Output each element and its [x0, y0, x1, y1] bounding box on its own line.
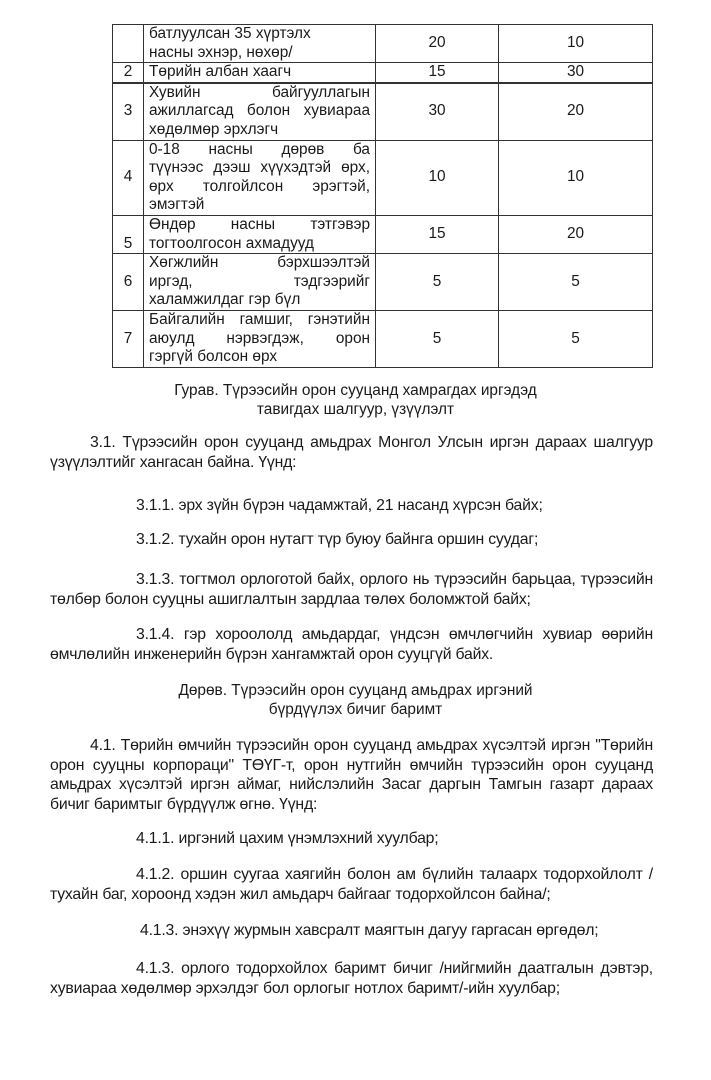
table-row	[113, 63, 653, 83]
section-3-heading: Гурав. Түрээсийн орон сууцанд хамрагдах иргэдэд тавигдах шалгуур, үзүүлэлт	[174, 382, 537, 418]
row-number: 6	[113, 254, 144, 311]
table-row	[113, 25, 653, 63]
table-row	[113, 215, 653, 253]
row-value-1: 15	[376, 215, 499, 253]
row-description: Өндөр насны тэтгэвэр тогтоолгосон ахмадууд	[144, 215, 376, 253]
row-description: 0-18 насны дөрөв ба түүнээс дээш хүүхэдтэй өрх, өрх толгойлсон эрэгтэй, эмэгтэй	[144, 140, 376, 215]
paragraph-4-1-3b: 4.1.3. орлого тодорхойлох баримт бичиг /нийгмийн даатгалын дэвтэр, хувиараа хөдөлмөр эрхэлдэг бол орлогыг нотлох баримт/-ийн хуулбар;	[50, 960, 653, 997]
row-description: Хувийн байгууллагын ажиллагсад болон хувиараа хөдөлмөр эрхлэгч	[144, 83, 376, 140]
row-value-1: 10	[376, 140, 499, 215]
row-value-2: 5	[499, 254, 653, 311]
row-value-2: 20	[499, 83, 653, 140]
row-value-1: 20	[376, 25, 499, 63]
row-description: Байгалийн гамшиг, гэнэтийн аюулд нэрвэгдэж, орон гэргүй болсон өрх	[144, 310, 376, 367]
paragraph-3-1: 3.1. Түрээсийн орон сууцанд амьдрах Монгол Улсын иргэн дараах шалгуур үзүүлэлтийг хангасан байна. Үүнд:	[50, 434, 653, 471]
criteria-table	[112, 24, 653, 368]
row-number: 4	[113, 140, 144, 215]
row-value-2: 10	[499, 140, 653, 215]
row-value-2: 30	[499, 63, 653, 83]
paragraph-3-1-1: 3.1.1. эрх зүйн бүрэн чадамжтай, 21 насанд хүрсэн байх;	[136, 497, 543, 514]
paragraph-4-1: 4.1. Төрийн өмчийн түрээсийн орон сууцанд амьдрах хүсэлтэй иргэн "Төрийн орон сууцны корпораци" ТӨҮГ-т, орон нутгийн өмчийн түрээсийн орон сууцанд амьдрах хүсэлтэй иргэн аймаг, нийслэлийн Засаг даргын Тамгын газарт дараах бичиг баримтыг бүрдүүлж өгнө. Үүнд:	[50, 737, 653, 813]
row-number: 2	[113, 63, 144, 83]
paragraph-3-1-2: 3.1.2. тухайн орон нутагт түр буюу байнга оршин суудаг;	[136, 531, 539, 548]
table-row	[113, 140, 653, 215]
row-number: 7	[113, 310, 144, 367]
row-number	[113, 25, 144, 63]
table-row	[113, 310, 653, 367]
table-row	[113, 83, 653, 140]
row-description: батлуулсан 35 хүртэлх насны эхнэр, нөхөр/	[144, 25, 376, 63]
row-value-1: 5	[376, 310, 499, 367]
row-description: Төрийн албан хаагч	[144, 63, 376, 83]
paragraph-4-1-2: 4.1.2. оршин суугаа хаягийн болон ам бүлийн талаарх тодорхойлолт /тухайн баг, хороонд хэдэн жил амьдарч байгааг тодорхойлсон байна/;	[50, 866, 653, 903]
row-value-1: 15	[376, 63, 499, 83]
row-value-1: 30	[376, 83, 499, 140]
row-number: 3	[113, 83, 144, 140]
row-value-1: 5	[376, 254, 499, 311]
section-4-heading: Дөрөв. Түрээсийн орон сууцанд амьдрах иргэний бүрдүүлэх бичиг баримт	[178, 682, 533, 718]
table-row	[113, 254, 653, 311]
row-value-2: 20	[499, 215, 653, 253]
row-value-2: 10	[499, 25, 653, 63]
paragraph-4-1-1: 4.1.1. иргэний цахим үнэмлэхний хуулбар;	[136, 830, 439, 847]
paragraph-3-1-3: 3.1.3. тогтмол орлоготой байх, орлого нь түрээсийн барьцаа, түрээсийн төлбөр болон сууцны ашиглалтын зардлаа төлөх боломжтой байх;	[50, 571, 653, 608]
row-description: Хөгжлийн бэрхшээлтэй иргэд, тэдгээрийг халамжилдаг гэр бүл	[144, 254, 376, 311]
row-value-2: 5	[499, 310, 653, 367]
row-number: 5	[113, 215, 144, 253]
paragraph-4-1-3a: 4.1.3. энэхүү журмын хавсралт маягтын дагуу гаргасан өргөдөл;	[140, 922, 599, 939]
paragraph-3-1-4: 3.1.4. гэр хороололд амьдардаг, үндсэн өмчлөгчийн хувиар өөрийн өмчлөлийн инженерийн бүрэн хангамжтай орон сууцгүй байх.	[50, 626, 653, 663]
